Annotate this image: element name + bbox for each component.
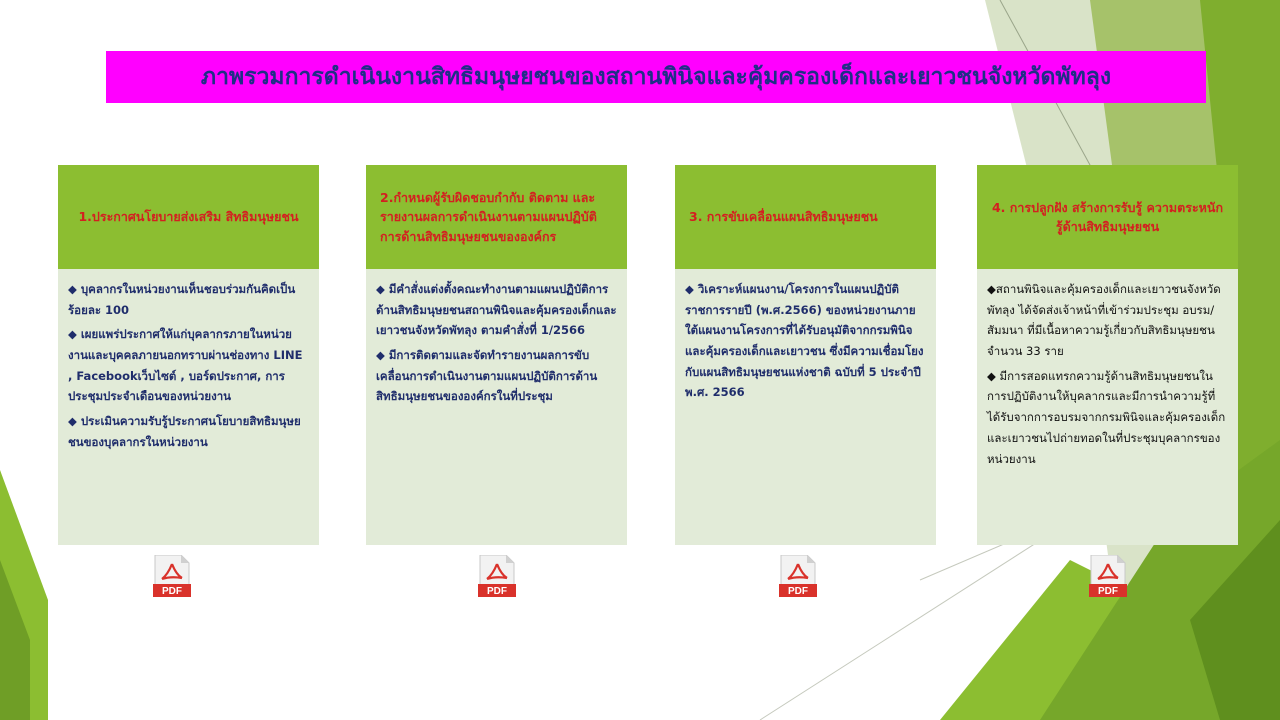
card-responsible [366, 165, 627, 545]
card-content [977, 269, 1238, 545]
card-header [58, 165, 319, 269]
card-header [675, 165, 936, 269]
pdf-label: PDF [1098, 586, 1118, 597]
bullet-item: ◆ เผยแพร่ประกาศให้แก่บุคลากรภายในหน่วยงานและบุคคลภายนอกทราบผ่านช่องทาง LINE , Facebookเว็บไซต์ , บอร์ดประกาศ, การประชุมประจำเดือนของหน่วยงาน [68, 327, 303, 404]
card-heading: 3. การขับเคลื่อนแผนสิทธิมนุษยชน [689, 209, 878, 225]
pdf-file-icon[interactable] [779, 555, 817, 597]
card-heading: 4. การปลูกฝัง สร้างการรับรู้ ความตระหนักรู้ด้านสิทธิมนุษยชน [991, 199, 1224, 234]
card-drive-plan [675, 165, 936, 545]
pdf-file-icon[interactable] [153, 555, 191, 597]
pdf-file-icon[interactable] [478, 555, 516, 597]
pdf-label: PDF [162, 586, 182, 597]
pdf-file-icon[interactable] [1089, 555, 1127, 597]
bullet-item: ◆ บุคลากรในหน่วยงานเห็นชอบร่วมกันคิดเป็นร้อยละ 100 [68, 282, 296, 317]
bullet-item: ◆ มีการติดตามและจัดทำรายงานผลการขับเคลื่อนการดำเนินงานตามแผนปฏิบัติการด้านสิทธิมนุษยชนขององค์กรในที่ประชุม [376, 348, 598, 404]
page-title-banner [106, 51, 1206, 103]
card-content [58, 269, 319, 545]
page-title: ภาพรวมการดำเนินงานสิทธิมนุษยชนของสถานพินิจและคุ้มครองเด็กและเยาวชนจังหวัดพัทลุง [200, 63, 1112, 90]
card-policy [58, 165, 319, 545]
card-awareness [977, 165, 1238, 545]
pdf-label: PDF [788, 586, 808, 597]
bullet-item: ◆สถานพินิจและคุ้มครองเด็กและเยาวชนจังหวัดพัทลุง ได้จัดส่งเจ้าหน้าที่เข้าร่วมประชุม อบรม/สัมมนา ที่มีเนื้อหาความรู้เกี่ยวกับสิทธิมนุษยชน จำนวน 33 ราย [987, 282, 1221, 359]
bullet-item: ◆ วิเคราะห์แผนงาน/โครงการในแผนปฏิบัติราชการรายปี (พ.ศ.2566) ของหน่วยงานภายใต้แผนงานโครงการที่ได้รับอนุมัติจากกรมพินิจและคุ้มครองเด็กและเยาวชน ซึ่งมีความเชื่อมโยงกับแผนสิทธิมนุษยชนแห่งชาติ ฉบับที่ 5 ประจำปี พ.ศ. 2566 [685, 282, 924, 400]
bullet-item: ◆ มีการสอดแทรกความรู้ด้านสิทธิมนุษยชนในการปฏิบัติงานให้บุคลากรและมีการนำความรู้ที่ได้รับจากการอบรมจากกรมพินิจและคุ้มครองเด็กและเยาวชนไปถ่ายทอดในที่ประชุมบุคลากรของหน่วยงาน [987, 368, 1226, 466]
card-content [366, 269, 627, 545]
card-header [977, 165, 1238, 269]
pdf-label: PDF [487, 586, 507, 597]
bullet-item: ◆ มีคำสั่งแต่งตั้งคณะทำงานตามแผนปฏิบัติการด้านสิทธิมนุษยชนสถานพินิจและคุ้มครองเด็กและเยาวชนจังหวัดพัทลุง ตามคำสั่งที่ 1/2566 [376, 282, 617, 338]
card-header [366, 165, 627, 269]
card-heading: 1.ประกาศนโยบายส่งเสริม สิทธิมนุษยชน [78, 209, 299, 225]
card-heading: 2.กำหนดผู้รับผิดชอบกำกับ ติดตาม และรายงานผลการดำเนินงานตามแผนปฏิบัติการด้านสิทธิมนุษยชนขององค์กร [380, 189, 597, 244]
card-content [675, 269, 936, 545]
bullet-item: ◆ ประเมินความรับรู้ประกาศนโยบายสิทธิมนุษยชนของบุคลากรในหน่วยงาน [68, 414, 301, 449]
